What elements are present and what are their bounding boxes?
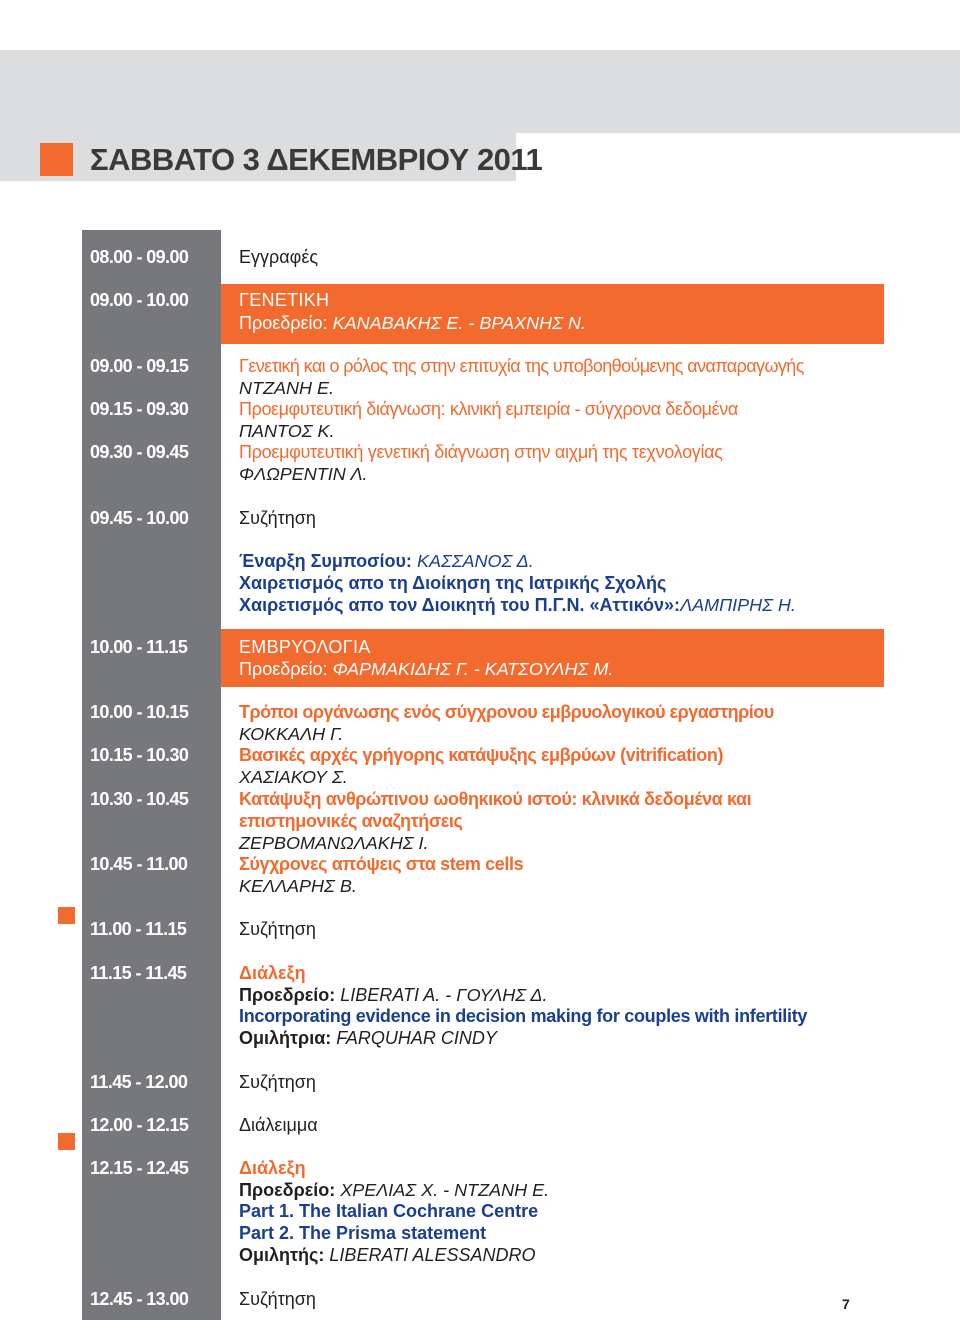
time-slot: 09.00 - 09.15: [90, 356, 189, 376]
embryology-chairs-line: [239, 658, 613, 680]
genetics-chairs-line: [239, 312, 586, 334]
page-number: 7: [842, 1296, 850, 1312]
time-slot: 11.15 - 11.45: [90, 963, 187, 983]
talk-title: Κατάψυξη ανθρώπινου ωοθηκικού ιστού: κλινικά δεδομένα και: [239, 789, 752, 809]
lecture-speaker-line: [239, 1244, 535, 1266]
time-slot: 10.15 - 10.30: [90, 745, 189, 765]
chair-label: Προεδρείο:: [239, 313, 328, 333]
session-title-embryology: ΕΜΒΡΥΟΛΟΓΙΑ: [239, 637, 371, 657]
time-slot: 10.00 - 10.15: [90, 702, 189, 722]
opening-label: Χαιρετισμός απο τον Διοικητή του Π.Γ.Ν. «Αττικόν»:: [239, 595, 681, 615]
title-square-marker: [40, 143, 73, 176]
lecture-label: Διάλεξη: [239, 963, 306, 983]
time-slot: 12.45 - 13.00: [90, 1289, 189, 1309]
time-slot: 10.45 - 11.00: [90, 854, 188, 874]
opening-line-2: Χαιρετισμός απο τη Διοίκηση της Ιατρικής Σχολής: [239, 573, 667, 593]
talk-speaker: ΚΕΛΛΑΡΗΣ Β.: [239, 876, 357, 896]
speaker-name: LIBERATI ALESSANDRO: [329, 1245, 536, 1265]
talk-title: Προεμφυτευτική γενετική διάγνωση στην αιχμή της τεχνολογίας: [239, 442, 723, 462]
time-slot: 11.00 - 11.15: [90, 919, 187, 939]
time-slot: 10.30 - 10.45: [90, 789, 189, 809]
talk-title-continued: επιστημονικές αναζητήσεις: [239, 811, 463, 831]
time-slot: 10.00 - 11.15: [90, 637, 188, 657]
chair-names: LIBERATI A. - ΓΟΥΛΗΣ Δ.: [340, 985, 548, 1005]
chair-label: Προεδρείο:: [239, 659, 328, 679]
session-title-genetics: ΓΕΝΕΤΙΚΗ: [239, 290, 330, 310]
talk-title: Γενετική και ο ρόλος της στην επιτυχία της υποβοηθούμενης αναπαραγωγής: [239, 356, 804, 376]
chair-names: ΦΑΡΜΑΚΙΔΗΣ Γ. - ΚΑΤΣΟΥΛΗΣ Μ.: [332, 659, 614, 679]
lecture-chairs-line: [239, 984, 547, 1006]
opening-label: Έναρξη Συμποσίου:: [239, 551, 412, 571]
chair-label: Προεδρείο:: [239, 1180, 336, 1200]
page-title: ΣΑΒΒΑΤΟ 3 ΔΕΚΕΜΒΡΙΟΥ 2011: [90, 142, 543, 177]
time-slot: 09.15 - 09.30: [90, 399, 189, 419]
opening-line-3: [239, 594, 796, 616]
discussion-text: Συζήτηση: [239, 919, 316, 939]
talk-speaker: ΝΤΖΑΝΗ Ε.: [239, 378, 335, 398]
talk-speaker: ΦΛΩΡΕΝΤΙΝ Λ.: [239, 464, 368, 484]
lecture-chairs-line: [239, 1179, 549, 1201]
discussion-text: Συζήτηση: [239, 1289, 316, 1309]
lecture-label: Διάλεξη: [239, 1158, 306, 1178]
header-grey-band: [0, 50, 960, 133]
lecture-part-2: Part 2. The Prisma statement: [239, 1223, 487, 1243]
opening-name: ΚΑΣΣΑΝΟΣ Δ.: [416, 551, 534, 571]
time-slot: 12.00 - 12.15: [90, 1115, 189, 1135]
lecture-part-1: Part 1. The Italian Cochrane Centre: [239, 1201, 539, 1221]
bullet-marker: [58, 907, 75, 924]
talk-title: Προεμφυτευτική διάγνωση: κλινική εμπειρία - σύγχρονα δεδομένα: [239, 399, 738, 419]
speaker-label: Ομιλήτρια:: [239, 1028, 332, 1048]
time-slot: 09.30 - 09.45: [90, 442, 189, 462]
opening-name: ΛΑΜΠΙΡΗΣ Η.: [680, 595, 796, 615]
lecture-title: Incorporating evidence in decision making for couples with infertility: [239, 1006, 808, 1026]
discussion-text: Συζήτηση: [239, 508, 316, 528]
time-slot: 09.45 - 10.00: [90, 508, 189, 528]
talk-title: Σύγχρονες απόψεις στα stem cells: [239, 854, 524, 874]
talk-speaker: ΖΕΡΒΟΜΑΝΩΛΑΚΗΣ Ι.: [239, 833, 429, 853]
time-slot: 08.00 - 09.00: [90, 247, 189, 267]
talk-title: Τρόποι οργάνωσης ενός σύγχρονου εμβρυολογικού εργαστηρίου: [239, 702, 774, 722]
time-slot: 12.15 - 12.45: [90, 1158, 189, 1178]
bullet-marker: [58, 1133, 75, 1150]
talk-speaker: ΚΟΚΚΑΛΗ Γ.: [239, 724, 344, 744]
chair-names: ΚΑΝΑΒΑΚΗΣ Ε. - ΒΡΑΧΝΗΣ Ν.: [332, 313, 586, 333]
chair-label: Προεδρείο:: [239, 985, 336, 1005]
time-slot: 11.45 - 12.00: [90, 1072, 188, 1092]
opening-line-1: [239, 550, 534, 572]
top-white-band: [0, 0, 960, 50]
lecture-speaker-line: [239, 1027, 497, 1049]
discussion-text: Συζήτηση: [239, 1072, 316, 1092]
talk-speaker: ΠΑΝΤΟΣ Κ.: [239, 421, 335, 441]
registration-text: Εγγραφές: [239, 247, 319, 267]
speaker-name: FARQUHAR CINDY: [336, 1028, 497, 1048]
talk-speaker: ΧΑΣΙΑΚΟΥ Σ.: [239, 767, 348, 787]
talk-title: Βασικές αρχές γρήγορης κατάψυξης εμβρύων (vitrification): [239, 745, 724, 765]
speaker-label: Ομιλητής:: [239, 1245, 325, 1265]
chair-names: ΧΡΕΛΙΑΣ Χ. - ΝΤΖΑΝΗ Ε.: [340, 1180, 550, 1200]
time-slot: 09.00 - 10.00: [90, 290, 189, 310]
break-text: Διάλειμμα: [239, 1115, 318, 1135]
